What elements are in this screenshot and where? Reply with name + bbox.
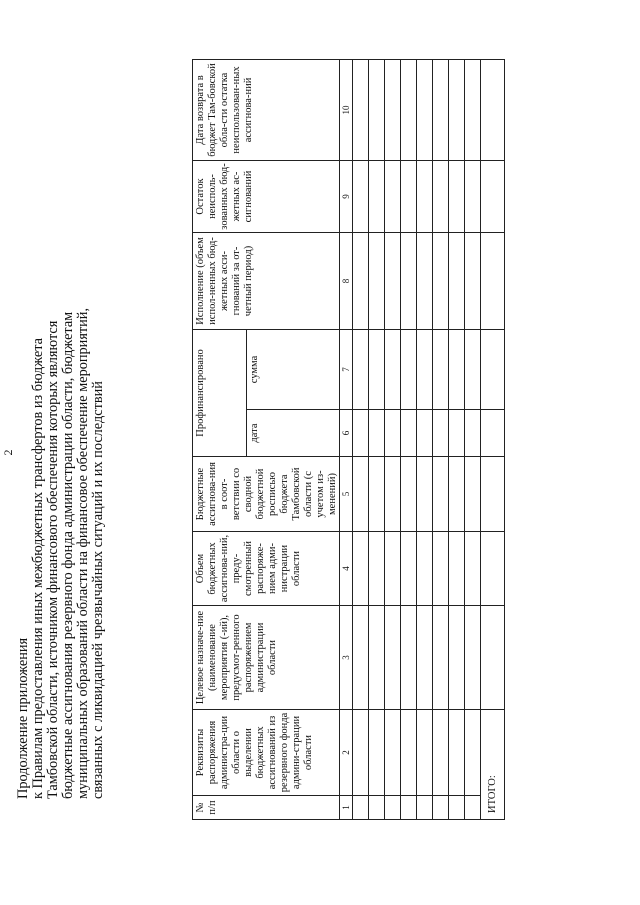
header-financed: Профинансировано <box>193 329 247 456</box>
total-row <box>481 59 505 819</box>
table-cell <box>369 457 385 532</box>
table-cell <box>417 329 433 409</box>
column-number: 8 <box>340 232 353 329</box>
table-cell <box>401 329 417 409</box>
table-cell <box>433 457 449 532</box>
table-cell <box>449 532 465 606</box>
heading-line: к Правилам предоставления иных межбюджетных трансфертов из бюджета <box>30 337 46 799</box>
table-cell <box>401 796 417 820</box>
table-cell <box>449 160 465 232</box>
table-row <box>401 59 417 819</box>
table-cell <box>433 796 449 820</box>
table-cell <box>449 796 465 820</box>
table-cell <box>433 410 449 457</box>
table-cell <box>465 160 481 232</box>
column-numbers-row <box>340 59 353 819</box>
table-cell <box>465 329 481 409</box>
heading-line: Тамбовской области, источником финансового обеспечения которых являются <box>45 320 61 799</box>
header-return-date: Дата возврата в бюджет Там-бовской обла-сти остатка неиспользован-ных ассигнова-ний <box>193 59 340 160</box>
table-cell <box>385 532 401 606</box>
table-cell <box>353 232 369 329</box>
table-cell <box>465 410 481 457</box>
table-cell <box>401 410 417 457</box>
table-cell <box>401 606 417 710</box>
table-cell <box>449 457 465 532</box>
table-cell <box>433 232 449 329</box>
table-cell <box>465 796 481 820</box>
table-cell <box>417 410 433 457</box>
table-row <box>449 59 465 819</box>
table-cell <box>481 160 505 232</box>
column-number: 5 <box>340 457 353 532</box>
header-financed-amount: сумма <box>247 329 340 409</box>
table-row <box>385 59 401 819</box>
header-budget-allocations: Бюджетные ассигнова-ния в соот-ветствии со сводной бюджетной росписью бюджета Тамбовской области (с учетом из-менений) <box>193 457 340 532</box>
table-cell <box>353 606 369 710</box>
header-purpose: Целевое назначе-ние (наименование мероприятия (-ий), предусмот-ренного распоряжением администрации области <box>193 606 340 710</box>
table-cell <box>481 59 505 160</box>
table-cell <box>353 410 369 457</box>
table-cell <box>481 329 505 409</box>
table-cell <box>353 457 369 532</box>
table-cell <box>417 796 433 820</box>
column-number: 4 <box>340 532 353 606</box>
header-financed-date: дата <box>247 410 340 457</box>
table-cell <box>353 329 369 409</box>
table-cell <box>369 532 385 606</box>
table-cell <box>465 532 481 606</box>
header-order-details: Реквизиты распоряжения администра-ции области о выделении бюджетных ассигнований из резервного фонда админи-страции области <box>193 710 340 796</box>
table-cell <box>481 232 505 329</box>
table-cell <box>401 457 417 532</box>
table-cell <box>401 59 417 160</box>
table-cell <box>417 232 433 329</box>
header-execution: Исполнение (объем испол-ненных бюд-жетных асси-гнований за от-четный период) <box>193 232 340 329</box>
header-remainder: Остаток неисполь-зованных бюд-жетных ас-сигнований <box>193 160 340 232</box>
table-cell <box>385 160 401 232</box>
table-cell <box>385 410 401 457</box>
table-cell <box>401 160 417 232</box>
table-cell <box>433 710 449 796</box>
table-cell <box>385 232 401 329</box>
table-cell <box>481 532 505 606</box>
table-cell <box>449 710 465 796</box>
heading-line: бюджетные ассигнования резервного фонда администрации области, бюджетам <box>60 311 76 799</box>
table-row <box>465 59 481 819</box>
header-number: № п/п <box>193 796 340 820</box>
table-cell <box>369 710 385 796</box>
heading-line: муниципальных образований области на финансовое обеспечение мероприятий, <box>75 307 91 799</box>
table-cell <box>369 329 385 409</box>
table-cell <box>465 606 481 710</box>
column-number: 2 <box>340 710 353 796</box>
table-cell <box>449 329 465 409</box>
table-cell <box>353 59 369 160</box>
table-cell <box>369 410 385 457</box>
table-cell <box>417 710 433 796</box>
table-cell <box>385 59 401 160</box>
table-cell <box>449 410 465 457</box>
table-row <box>353 59 369 819</box>
table-cell <box>433 160 449 232</box>
table-cell <box>481 457 505 532</box>
report-table <box>192 59 505 820</box>
table-cell <box>401 532 417 606</box>
table-cell <box>353 532 369 606</box>
column-number: 6 <box>340 410 353 457</box>
table-cell <box>433 329 449 409</box>
table-cell <box>353 160 369 232</box>
table-cell <box>465 710 481 796</box>
table-cell <box>385 329 401 409</box>
table-cell <box>417 59 433 160</box>
table-cell <box>369 160 385 232</box>
table-cell <box>465 457 481 532</box>
table-cell <box>401 232 417 329</box>
table-cell <box>465 59 481 160</box>
table-cell <box>449 232 465 329</box>
table-cell <box>385 457 401 532</box>
table-cell <box>417 532 433 606</box>
table-cell <box>417 160 433 232</box>
table-cell <box>353 710 369 796</box>
column-number: 1 <box>340 796 353 820</box>
table-row <box>433 59 449 819</box>
table-cell <box>385 796 401 820</box>
table-cell <box>481 606 505 710</box>
column-number: 9 <box>340 160 353 232</box>
table-cell <box>465 232 481 329</box>
column-number: 10 <box>340 59 353 160</box>
document-heading <box>16 19 106 799</box>
table-cell <box>385 710 401 796</box>
column-number: 7 <box>340 329 353 409</box>
table-cell <box>433 59 449 160</box>
table-cell <box>385 606 401 710</box>
table-cell <box>433 606 449 710</box>
total-label: ИТОГО: <box>481 710 505 820</box>
table-row <box>369 59 385 819</box>
table-cell <box>369 606 385 710</box>
heading-line: связанных с ликвидацией чрезвычайных ситуаций и их последствий <box>90 381 106 799</box>
table-cell <box>417 606 433 710</box>
heading-line: Продолжение приложения <box>15 637 31 799</box>
table-cell <box>353 796 369 820</box>
column-number: 3 <box>340 606 353 710</box>
table-cell <box>449 59 465 160</box>
table-cell <box>481 410 505 457</box>
table-cell <box>369 59 385 160</box>
table-cell <box>401 710 417 796</box>
table-cell <box>369 232 385 329</box>
table-cell <box>417 457 433 532</box>
table-cell <box>449 606 465 710</box>
header-allocation-volume: Объем бюджетных ассигнова-ний, преду-смотренный распоряже-нием адми-нистрации области <box>193 532 340 606</box>
table-cell <box>433 532 449 606</box>
table-row <box>417 59 433 819</box>
table-cell <box>369 796 385 820</box>
page-number: 2 <box>1 449 15 456</box>
